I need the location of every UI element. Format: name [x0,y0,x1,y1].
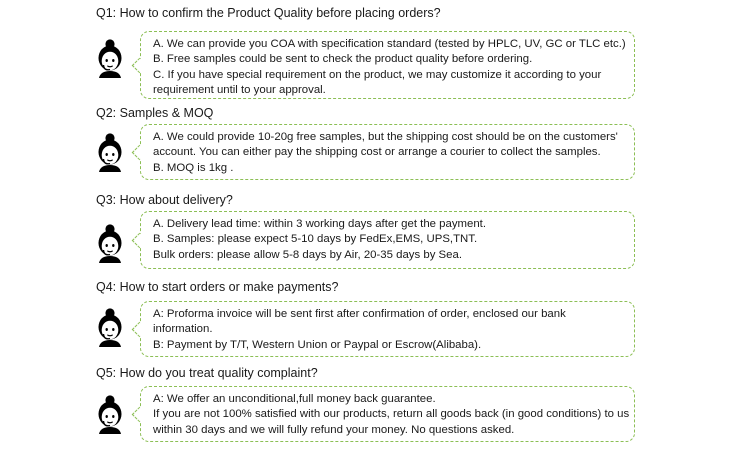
answer-line: A. Delivery lead time: within 3 working days after get the payment. [153,218,487,230]
answer-line: B. Free samples could be sent to check the product quality before ordering. [153,53,533,66]
answer-line: information. [153,323,213,336]
answer-box-2 [140,124,635,180]
answer-line: requirement until to your approval. [153,84,326,97]
answer-line: Bulk orders: please allow 5-8 days by Air, 20-35 days by Sea. [153,248,462,261]
question-1: Q1: How to confirm the Product Quality before placing orders? [96,6,441,20]
answer-box-3 [140,211,635,269]
answer-line: A. We can provide you COA with specification standard (tested by HPLC, UV, GC or TLC etc.) [153,38,626,50]
question-3: Q3: How about delivery? [96,193,233,207]
question-4: Q4: How to start orders or make payments? [96,280,339,294]
answer-line: B. MOQ is 1kg . [153,161,234,174]
answer-line: account. You can either pay the shipping cost or arrange a courier to collect the samples. [153,146,601,159]
answer-line: A. We could provide 10-20g free samples, but the shipping cost should be on the customers' [153,131,618,143]
question-5: Q5: How do you treat quality complaint? [96,366,318,380]
answer-line: B: Payment by T/T, Western Union or Paypal or Escrow(Alibaba). [153,338,482,351]
answer-line: B. Samples: please expect 5-10 days by FedEx,EMS, UPS,TNT. [153,233,478,246]
answer-line: A: Proforma invoice will be sent first after confirmation of order, enclosed our bank [153,308,566,320]
answer-box-5 [140,386,635,442]
answer-line: within 30 days and we will fully refund your money. No questions asked. [153,423,515,436]
speech-pointer [132,58,148,74]
customer-service-agent-icon [93,307,127,347]
speech-pointer [132,233,148,249]
answer-box-4 [140,301,635,357]
answer-line: C. If you have special requirement on the product, we may customize it according to your [153,68,602,81]
customer-service-agent-icon [93,38,127,78]
speech-pointer [132,407,148,423]
answer-box-1 [140,31,635,99]
speech-pointer [132,322,148,338]
customer-service-agent-icon [93,223,127,263]
answer-line: A: We offer an unconditional,full money back guarantee. [153,393,436,405]
answer-line: If you are not 100% satisfied with our products, return all goods back (in good conditions) to us [153,408,630,421]
question-2: Q2: Samples & MOQ [96,106,214,120]
speech-pointer [132,145,148,161]
customer-service-agent-icon [93,132,127,172]
customer-service-agent-icon [93,394,127,434]
